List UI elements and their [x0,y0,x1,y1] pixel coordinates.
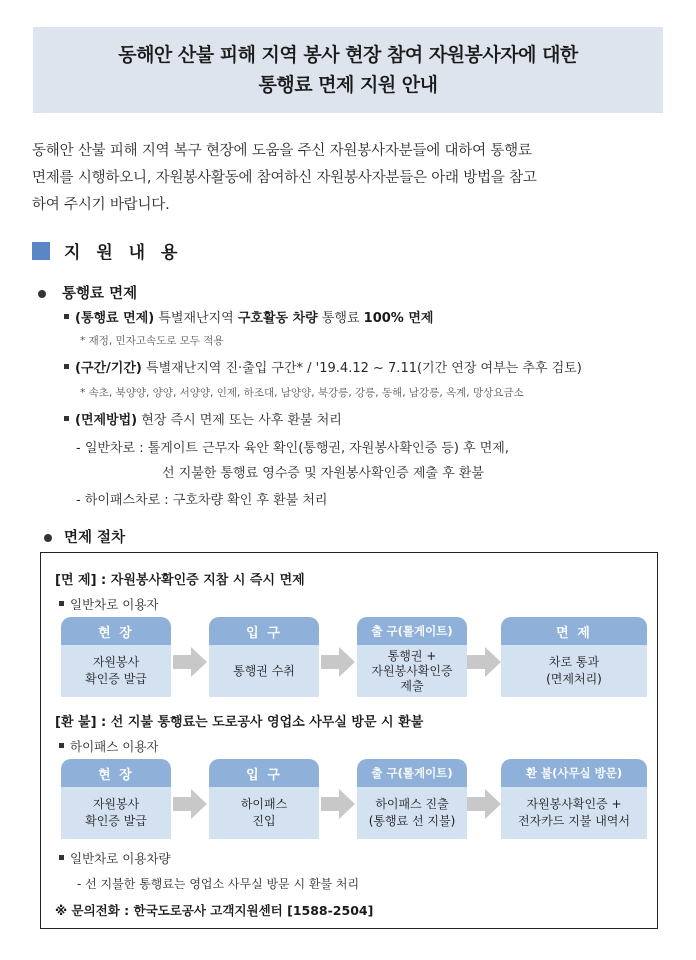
flow2-step-2-head: 입 구 [209,759,319,787]
section-title: 지 원 내 용 [64,243,183,263]
item1-bold-b: 구호활동 차량 [237,311,318,326]
item1-label: (통행료 면제) [75,311,155,326]
small-square-bullet-icon [64,314,69,319]
flow1-step-2-head: 입 구 [209,617,319,645]
intro-line-1: 동해안 산불 피해 지역 복구 현장에 도움을 주신 자원봉사자분들에 대하여 통행료 [32,143,532,159]
item-period [64,357,582,376]
flow1-step-4-body-2: (면제처리) [546,672,602,686]
flow1-step-4-body-1: 차로 통과 [548,655,600,669]
footer-detail: - 선 지불한 통행료는 영업소 사무실 방문 시 환불 처리 [77,877,360,891]
right-arrow-icon [173,789,207,819]
block2-heading: [환 불] : 선 지불 통행료는 도로공사 영업소 사무실 방문 시 환불 [55,715,424,730]
flow1-step-1-body-2: 확인증 발급 [85,672,147,686]
item3-text: 현장 즉시 면제 또는 사후 환불 처리 [137,413,342,428]
flow2-step-1-head: 현 장 [61,759,171,787]
block1-sub-label: 일반차로 이용자 [70,597,159,612]
procedure-title: 면제 절차 [64,530,126,546]
procedure-box [40,552,658,929]
flow1-step-3-body-3: 제출 [400,678,424,693]
flow1-step-2-body-1: 통행권 수취 [233,663,295,678]
block2-sub [59,737,159,755]
toll-exemption-title: 통행료 면제 [62,286,138,302]
flow2-step-3-head: 출 구(톨게이트) [357,759,467,787]
intro-line-3: 하여 주시기 바랍니다. [32,197,170,213]
item1-bold-d: 100% 면제 [363,311,434,326]
item3-label: (면제방법) [75,413,138,428]
block1-sub [59,595,159,613]
right-arrow-icon [467,789,501,819]
intro-paragraph [32,138,662,219]
round-bullet-icon [44,534,52,542]
flow1-step-1 [61,617,171,697]
square-bullet-icon [32,242,50,260]
item1-text-c: 통행료 [317,311,364,326]
flow2-step-2 [209,759,319,839]
flow1-step-3 [357,617,467,697]
flow1-step-1-head: 현 장 [61,617,171,645]
flow2-step-4-head: 환 불(사무실 방문) [501,759,647,787]
flow1-step-4 [501,617,647,697]
item1-note: * 재정, 민자고속도로 모두 적용 [80,335,224,347]
flow1-step-4-head: 면 제 [501,617,647,645]
right-arrow-icon [321,789,355,819]
flow2-step-2-body-2: 진입 [252,814,276,828]
sub-general-lane-2: 선 지불한 통행료 영수증 및 자원봉사확인증 제출 후 환불 [162,466,484,481]
flow2-step-1-body-2: 확인증 발급 [85,814,147,828]
sub-general-lane-1: - 일반차로 : 톨게이트 근무자 육안 확인(통행권, 자원봉사확인증 등) 후 면제, [76,441,509,456]
flow2-step-1-body-1: 자원봉사 [92,797,140,811]
small-square-bullet-icon [59,855,64,860]
item-method [64,409,342,428]
block2-sub-label: 하이패스 이용자 [70,739,159,754]
flow1-step-3-head: 출 구(톨게이트) [357,617,467,645]
flow2-step-1 [61,759,171,839]
footer-sub-label: 일반차로 이용차량 [70,851,171,866]
flow1-step-2 [209,617,319,697]
footer-contact: ※ 문의전화 : 한국도로공사 고객지원센터 [1588-2504] [55,903,374,918]
small-square-bullet-icon [59,743,64,748]
item-toll-exemption [64,307,433,326]
item2-label: (구간/기간) [75,361,142,376]
small-square-bullet-icon [59,601,64,606]
page-title-line-1: 동해안 산불 피해 지역 봉사 현장 참여 자원봉사자에 대한 [118,44,578,66]
flow2-step-3 [357,759,467,839]
flow2-step-4 [501,759,647,839]
flow2-step-4-body-2: 전자카드 지불 내역서 [518,814,630,828]
flow1-step-3-body-2: 자원봉사확인증 [371,663,453,678]
footer-sub [59,849,171,867]
flow1-step-3-body-1: 통행권 + [387,648,437,663]
section-heading-support [32,238,182,263]
small-square-bullet-icon [64,416,69,421]
right-arrow-icon [467,647,501,677]
right-arrow-icon [173,647,207,677]
intro-line-2: 면제를 시행하오니, 자원봉사활동에 참여하신 자원봉사자분들은 아래 방법을 참고 [32,170,537,186]
block1-heading: [면 제] : 자원봉사확인증 지참 시 즉시 면제 [55,573,305,588]
flow2-step-2-body-1: 하이패스 [240,797,288,811]
right-arrow-icon [321,647,355,677]
flow2-step-4-body-1: 자원봉사확인증 + [526,797,622,811]
sub-hipass-lane: - 하이패스차로 : 구호차량 확인 후 환불 처리 [76,493,328,508]
flow2-step-3-body-1: 하이패스 진출 [375,797,449,811]
small-square-bullet-icon [64,364,69,369]
flow2-step-3-body-2: (통행료 선 지불) [368,814,456,828]
item1-text-a: 특별재난지역 [154,311,238,326]
title-box [33,27,663,113]
round-bullet-icon [38,290,46,298]
flow1-step-1-body-1: 자원봉사 [92,655,140,669]
item2-note: * 속초, 북양양, 양양, 서양양, 인제, 하조대, 남양양, 북강릉, 강릉, 동해, 남강릉, 옥계, 망상요금소 [80,387,524,399]
page-title-line-2: 통행료 면제 지원 안내 [258,74,438,96]
item2-text: 특별재난지역 진·출입 구간* / '19.4.12 ~ 7.11(기간 연장 여부는 추후 검토) [141,361,582,376]
